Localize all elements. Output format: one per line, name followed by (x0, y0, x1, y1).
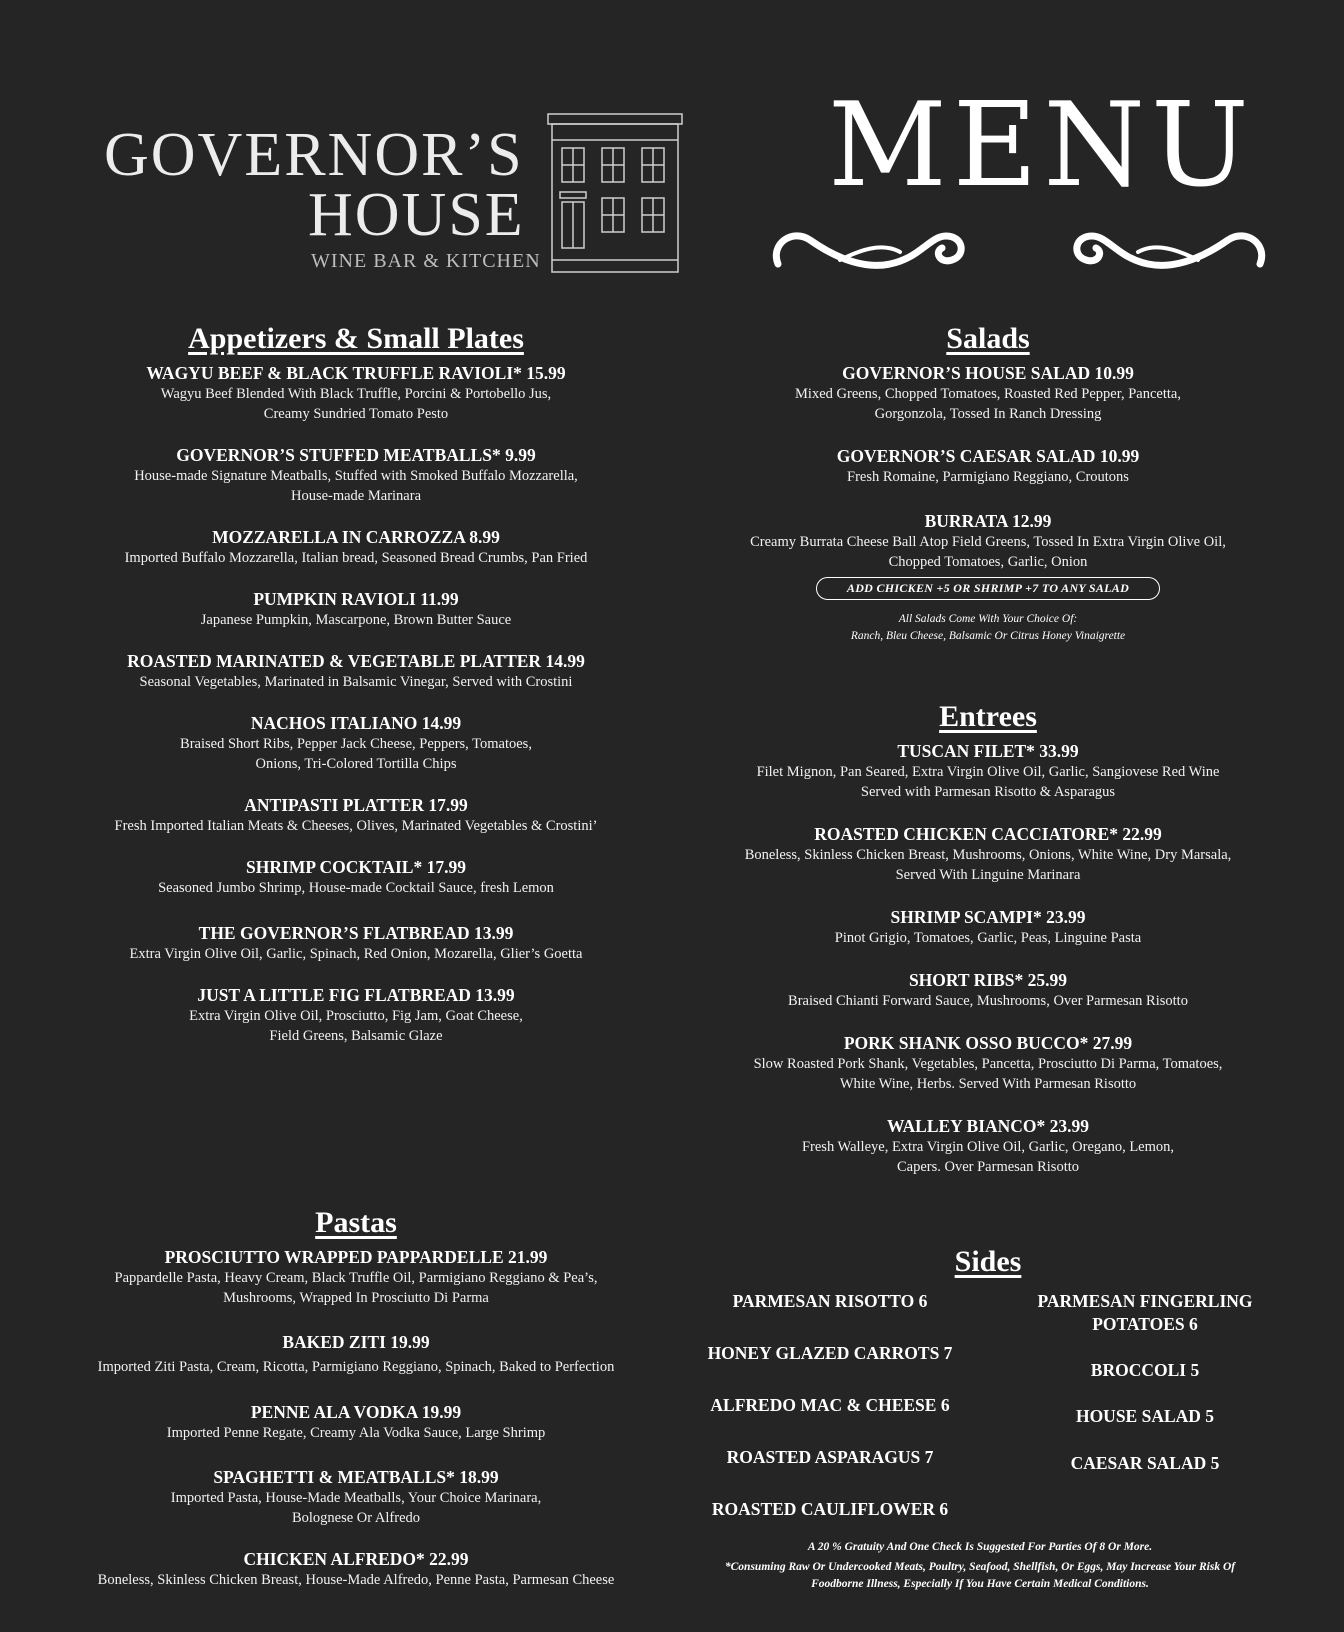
item-name: THE GOVERNOR’S FLATBREAD 13.99 (198, 923, 514, 943)
menu-item (60, 1402, 652, 1467)
side-item: ROASTED ASPARAGUS 7 (726, 1447, 934, 1467)
gratuity-note: A 20 % Gratuity And One Check Is Suggested For Parties Of 8 Or More. (807, 1541, 1153, 1553)
footer-notes (680, 1539, 1280, 1593)
salad-dressing-note: Ranch, Bleu Cheese, Balsamic Or Citrus Honey Vinaigrette (850, 630, 1126, 642)
building-logo-icon (546, 112, 686, 274)
menu-item (708, 1033, 1268, 1116)
item-description: Field Greens, Balsamic Glaze (269, 1028, 443, 1044)
menu-title: MENU (828, 78, 1255, 213)
item-description: Creamy Burrata Cheese Ball Atop Field Greens, Tossed In Extra Virgin Olive Oil, (750, 534, 1226, 550)
item-description: Onions, Tri-Colored Tortilla Chips (255, 756, 457, 772)
brand-tagline: WINE BAR & KITCHEN (311, 250, 541, 272)
item-description: Extra Virgin Olive Oil, Prosciutto, Fig Jam, Goat Cheese, (189, 1008, 523, 1024)
item-name: WALLEY BIANCO* 23.99 (886, 1116, 1090, 1136)
menu-item (708, 363, 1268, 446)
menu-item (708, 446, 1268, 511)
menu-item (80, 713, 632, 795)
item-name: BURRATA 12.99 (924, 511, 1052, 531)
menu-item (80, 589, 632, 651)
pastas-section (60, 1206, 652, 1593)
item-name: SHRIMP SCAMPI* 23.99 (890, 907, 1086, 927)
item-description: Fresh Romaine, Parmigiano Reggiano, Croutons (847, 469, 1129, 485)
item-name: WAGYU BEEF & BLACK TRUFFLE RAVIOLI* 15.99 (146, 363, 566, 383)
menu-item (80, 527, 632, 589)
brand-name-line2: HOUSE (308, 181, 525, 249)
item-name: SPAGHETTI & MEATBALLS* 18.99 (213, 1467, 499, 1487)
item-name: BAKED ZITI 19.99 (282, 1332, 430, 1352)
item-description: Fresh Walleye, Extra Virgin Olive Oil, Garlic, Oregano, Lemon, (801, 1139, 1175, 1155)
menu-item (708, 741, 1268, 824)
menu-item (708, 970, 1268, 1033)
item-name: ROASTED MARINATED & VEGETABLE PLATTER 14.99 (127, 651, 585, 671)
item-name: SHRIMP COCKTAIL* 17.99 (246, 857, 466, 877)
item-name: PUMPKIN RAVIOLI 11.99 (253, 589, 459, 609)
menu-item (708, 907, 1268, 970)
item-name: ROASTED CHICKEN CACCIATORE* 22.99 (814, 824, 1162, 844)
pastas-title: Pastas (315, 1206, 397, 1239)
swirl-ornament-left-icon (770, 212, 970, 282)
item-description: Served with Parmesan Risotto & Asparagus (860, 784, 1116, 800)
side-item: PARMESAN RISOTTO 6 (732, 1291, 928, 1311)
item-description: Seasonal Vegetables, Marinated in Balsamic Vinegar, Served with Crostini (139, 674, 573, 690)
side-item: ROASTED CAULIFLOWER 6 (711, 1499, 949, 1519)
item-description: Chopped Tomatoes, Garlic, Onion (888, 554, 1088, 570)
side-item: ALFREDO MAC & CHEESE 6 (710, 1395, 950, 1415)
item-description: White Wine, Herbs. Served With Parmesan Risotto (839, 1076, 1137, 1092)
item-description: Braised Chianti Forward Sauce, Mushrooms, Over Parmesan Risotto (788, 993, 1188, 1009)
brand-name-line1: GOVERNOR’S (104, 121, 524, 189)
salad-dressing-note: All Salads Come With Your Choice Of: (898, 613, 1078, 625)
item-description: Gorgonzola, Tossed In Ranch Dressing (874, 406, 1102, 422)
item-name: PENNE ALA VODKA 19.99 (250, 1402, 462, 1422)
item-name: SHORT RIBS* 25.99 (908, 970, 1068, 990)
menu-item (80, 985, 632, 1047)
menu-item (80, 857, 632, 923)
side-item: PARMESAN FINGERLING (1037, 1291, 1253, 1311)
swirl-ornament-right-icon (1068, 212, 1268, 282)
sides-title: Sides (954, 1245, 1022, 1278)
item-name: CHICKEN ALFREDO* 22.99 (243, 1549, 469, 1569)
item-description: Imported Pasta, House-Made Meatballs, Your Choice Marinara, (170, 1490, 542, 1506)
menu-item (80, 363, 632, 445)
item-description: Boneless, Skinless Chicken Breast, Mushrooms, Onions, White Wine, Dry Marsala, (744, 847, 1232, 863)
item-name: JUST A LITTLE FIG FLATBREAD 13.99 (197, 985, 515, 1005)
item-description: Bolognese Or Alfredo (291, 1510, 421, 1526)
menu-item (708, 1116, 1268, 1178)
item-description: House-made Marinara (290, 488, 422, 504)
item-description: Boneless, Skinless Chicken Breast, House-Made Alfredo, Penne Pasta, Parmesan Cheese (97, 1572, 615, 1588)
menu-item (80, 923, 632, 985)
item-name: GOVERNOR’S HOUSE SALAD 10.99 (842, 363, 1134, 383)
menu-item (60, 1247, 652, 1332)
item-description: Creamy Sundried Tomato Pesto (263, 406, 449, 422)
salads-title: Salads (946, 322, 1030, 355)
item-name: PORK SHANK OSSO BUCCO* 27.99 (843, 1033, 1133, 1053)
item-description: Imported Penne Regate, Creamy Ala Vodka Sauce, Large Shrimp (166, 1425, 546, 1441)
item-description: Served With Linguine Marinara (895, 867, 1081, 883)
item-description: Imported Buffalo Mozzarella, Italian bread, Seasoned Bread Crumbs, Pan Fried (124, 550, 588, 566)
item-description: Japanese Pumpkin, Mascarpone, Brown Butter Sauce (200, 612, 512, 628)
item-description: Filet Mignon, Pan Seared, Extra Virgin Olive Oil, Garlic, Sangiovese Red Wine (756, 764, 1220, 780)
item-description: Mushrooms, Wrapped In Prosciutto Di Parma (223, 1290, 489, 1306)
item-description: Capers. Over Parmesan Risotto (896, 1159, 1080, 1175)
item-name: ANTIPASTI PLATTER 17.99 (244, 795, 468, 815)
menu-item (60, 1467, 652, 1549)
item-description: Braised Short Ribs, Pepper Jack Cheese, Peppers, Tomatoes, (180, 736, 532, 752)
menu-item (80, 795, 632, 857)
item-description: Imported Ziti Pasta, Cream, Ricotta, Parmigiano Reggiano, Spinach, Baked to Perfection (97, 1359, 615, 1375)
side-item: BROCCOLI 5 (1090, 1360, 1200, 1380)
item-description: Fresh Imported Italian Meats & Cheeses, Olives, Marinated Vegetables & Crostini’ (114, 818, 598, 834)
item-name: TUSCAN FILET* 33.99 (897, 741, 1079, 761)
menu-item (60, 1332, 652, 1402)
entrees-title: Entrees (939, 700, 1037, 733)
side-item: HONEY GLAZED CARROTS 7 (707, 1343, 953, 1363)
item-name: PROSCIUTTO WRAPPED PAPPARDELLE 21.99 (164, 1247, 548, 1267)
side-item: POTATOES 6 (1092, 1314, 1198, 1334)
side-item: HOUSE SALAD 5 (1075, 1406, 1215, 1426)
consumption-warning: *Consuming Raw Or Undercooked Meats, Poultry, Seafood, Shellfish, Or Eggs, May Increase Your Risk Of (724, 1561, 1236, 1573)
salad-addon-badge: ADD CHICKEN +5 OR SHRIMP +7 TO ANY SALAD (816, 577, 1160, 600)
menu-item (708, 511, 1268, 577)
item-description: Seasoned Jumbo Shrimp, House-made Cocktail Sauce, fresh Lemon (158, 880, 554, 896)
item-description: Mixed Greens, Chopped Tomatoes, Roasted Red Pepper, Pancetta, (795, 386, 1181, 402)
item-name: MOZZARELLA IN CARROZZA 8.99 (212, 527, 500, 547)
menu-item (80, 445, 632, 527)
appetizers-title: Appetizers & Small Plates (188, 322, 524, 355)
item-name: GOVERNOR’S CAESAR SALAD 10.99 (836, 446, 1140, 466)
side-item: CAESAR SALAD 5 (1070, 1453, 1220, 1473)
item-description: Pappardelle Pasta, Heavy Cream, Black Truffle Oil, Parmigiano Reggiano & Pea’s, (114, 1270, 598, 1286)
item-description: Slow Roasted Pork Shank, Vegetables, Pancetta, Prosciutto Di Parma, Tomatoes, (753, 1056, 1223, 1072)
item-description: Pinot Grigio, Tomatoes, Garlic, Peas, Linguine Pasta (834, 930, 1142, 946)
item-description: House-made Signature Meatballs, Stuffed with Smoked Buffalo Mozzarella, (134, 468, 578, 484)
item-description: Wagyu Beef Blended With Black Truffle, Porcini & Portobello Jus, (160, 386, 552, 402)
salads-section (708, 322, 1268, 645)
entrees-section (708, 700, 1268, 1178)
item-name: GOVERNOR’S STUFFED MEATBALLS* 9.99 (176, 445, 536, 465)
appetizers-section (80, 322, 632, 1047)
item-description: Extra Virgin Olive Oil, Garlic, Spinach, Red Onion, Mozarella, Glier’s Goetta (129, 946, 583, 962)
consumption-warning: Foodborne Illness, Especially If You Have Certain Medical Conditions. (811, 1578, 1149, 1590)
menu-item (60, 1549, 652, 1593)
item-name: NACHOS ITALIANO 14.99 (250, 713, 462, 733)
menu-item (80, 651, 632, 713)
menu-item (708, 824, 1268, 907)
